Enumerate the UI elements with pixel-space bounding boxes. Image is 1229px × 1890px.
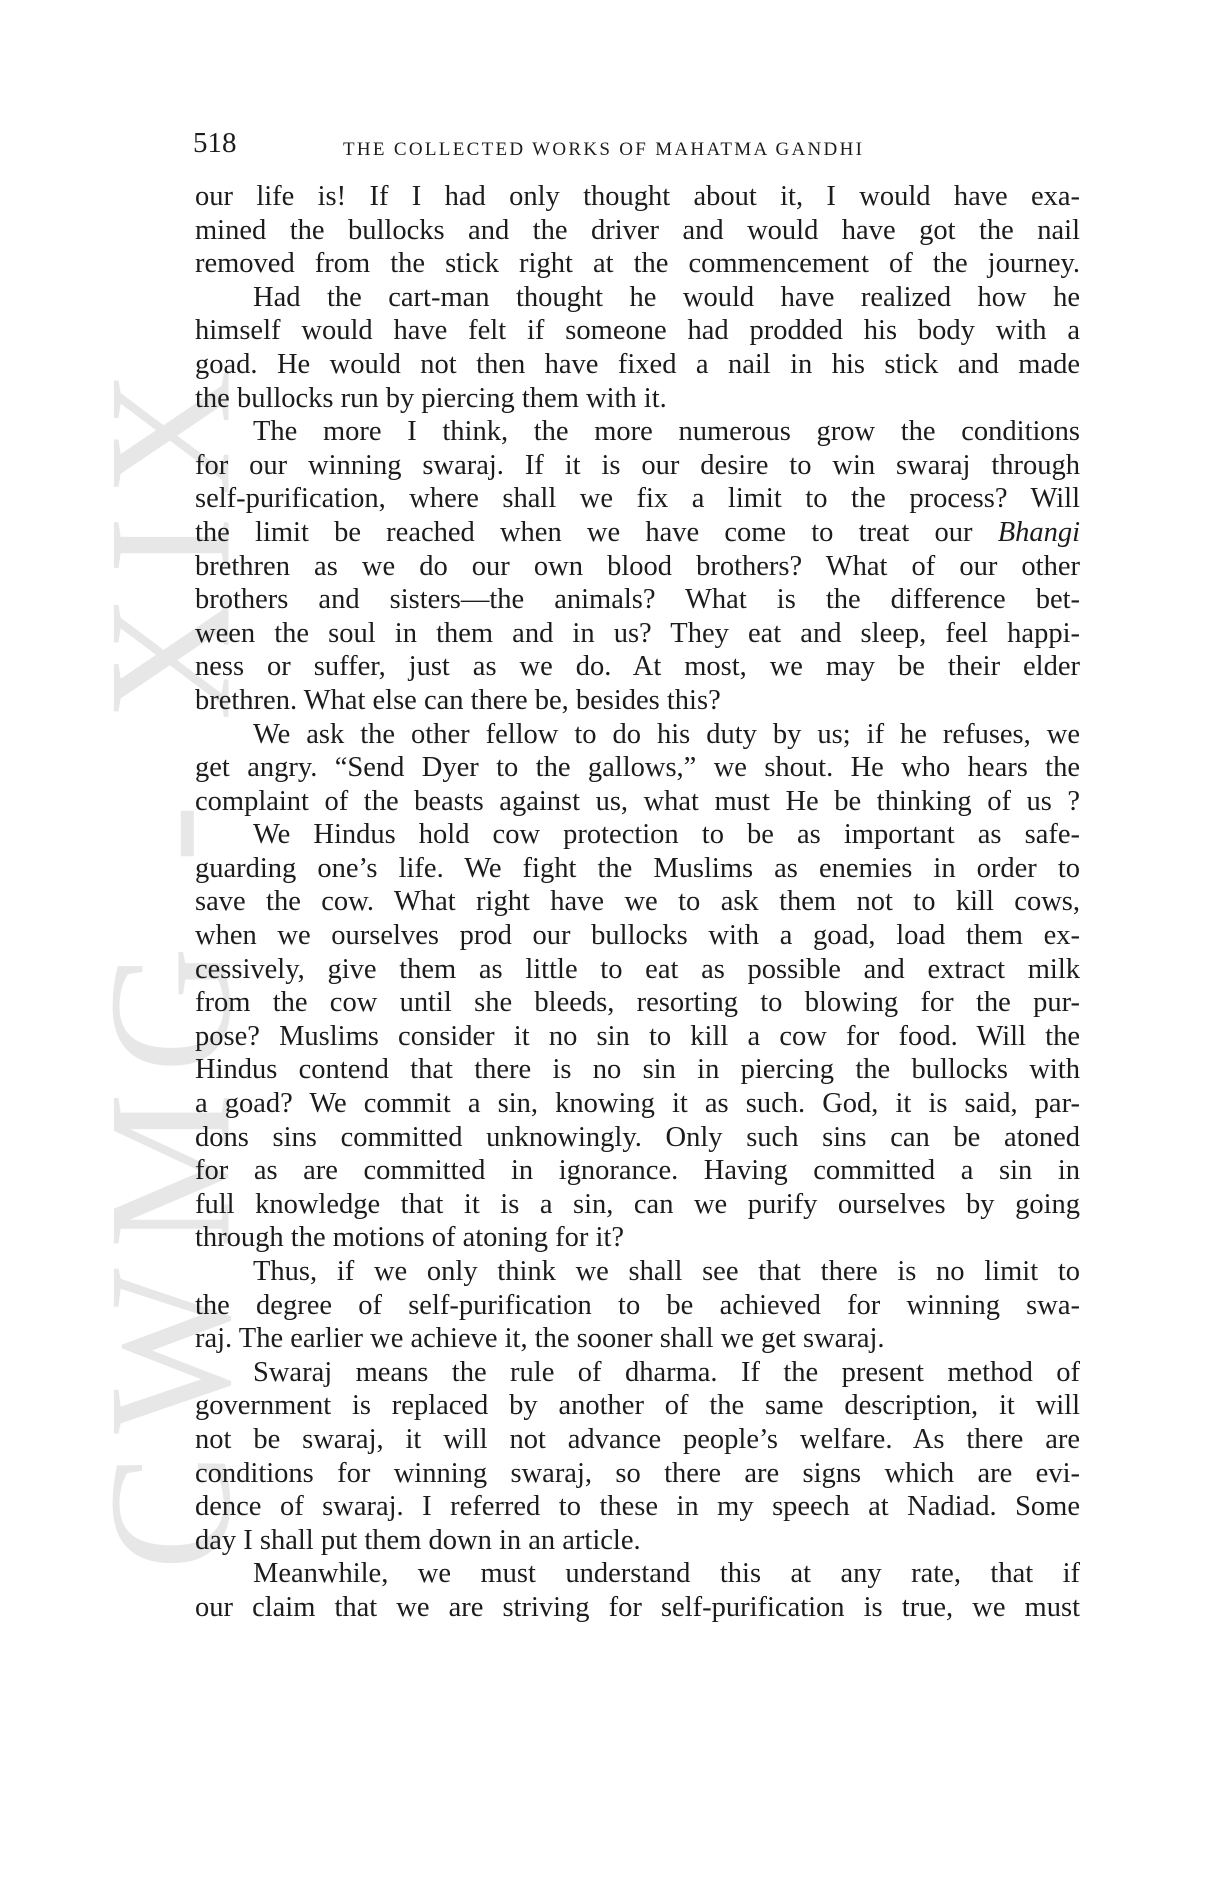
text-line: get angry. “Send Dyer to the gallows,” we shout. He who hears the <box>195 752 1080 784</box>
italic-term: Bhangi <box>997 516 1081 548</box>
paragraph <box>195 1557 1080 1624</box>
text-line <box>195 516 1080 550</box>
text-line: full knowledge that it is a sin, can we purify ourselves by going <box>195 1188 1080 1220</box>
text-line: ness or suffer, just as we do. At most, we may be their elder <box>195 651 1080 683</box>
text-line: We Hindus hold cow protection to be as important as safe- <box>253 819 1080 851</box>
text-line: Meanwhile, we must understand this at any rate, that if <box>253 1558 1080 1590</box>
page-header <box>193 125 1083 165</box>
text-line: day I shall put them down in an article. <box>195 1524 641 1556</box>
body-text <box>195 180 1080 1625</box>
text-line: self-purification, where shall we fix a limit to the process? Will <box>195 483 1080 515</box>
running-title: THE COLLECTED WORKS OF MAHATMA GANDHI <box>343 139 865 160</box>
text-line: conditions for winning swaraj, so there are signs which are evi- <box>195 1457 1080 1489</box>
text-line: from the cow until she bleeds, resorting to blowing for the pur- <box>195 987 1080 1019</box>
text-line: through the motions of atoning for it? <box>195 1222 625 1254</box>
text-line: We ask the other fellow to do his duty by us; if he refuses, we <box>253 718 1080 750</box>
text-line: when we ourselves prod our bullocks with a goad, load them ex- <box>195 920 1080 952</box>
text-line: the bullocks run by piercing them with it. <box>195 382 667 414</box>
text-line: mined the bullocks and the driver and would have got the nail <box>195 214 1080 246</box>
text-line: our life is! If I had only thought about it, I would have exa- <box>195 181 1080 212</box>
text-line: complaint of the beasts against us, what must He be thinking of us ? <box>195 785 1080 817</box>
paragraph <box>195 281 1080 415</box>
text-line: Hindus contend that there is no sin in piercing the bullocks with <box>195 1054 1080 1086</box>
paragraph <box>195 818 1080 1255</box>
text-line: dons sins committed unknowingly. Only such sins can be atoned <box>195 1121 1080 1153</box>
text-line: removed from the stick right at the commencement of the journey. <box>195 248 1080 280</box>
text-line: government is replaced by another of the same description, it will <box>195 1390 1080 1422</box>
text-line: for as are committed in ignorance. Having committed a sin in <box>195 1155 1080 1187</box>
paragraph <box>195 415 1080 717</box>
text-line: cessively, give them as little to eat as possible and extract milk <box>195 953 1080 985</box>
paragraph <box>195 1255 1080 1356</box>
text-line: a goad? We commit a sin, knowing it as such. God, it is said, par- <box>195 1088 1080 1120</box>
text-line: pose? Muslims consider it no sin to kill a cow for food. Will the <box>195 1020 1080 1052</box>
text-segment: the limit be reached when we have come to treat our <box>195 516 973 548</box>
text-line: brethren. What else can there be, besides this? <box>195 684 721 716</box>
text-line: guarding one’s life. We fight the Muslims as enemies in order to <box>195 852 1080 884</box>
text-line: Swaraj means the rule of dharma. If the present method of <box>253 1356 1080 1388</box>
text-line: raj. The earlier we achieve it, the sooner shall we get swaraj. <box>195 1323 885 1355</box>
text-line: himself would have felt if someone had prodded his body with a <box>195 315 1080 347</box>
text-line: The more I think, the more numerous grow the conditions <box>253 416 1080 448</box>
text-line: Thus, if we only think we shall see that there is no limit to <box>253 1256 1080 1287</box>
text-line: brothers and sisters—the animals? What is the difference bet- <box>195 584 1080 616</box>
paragraph <box>195 718 1080 819</box>
text-line: our claim that we are striving for self-purification is true, we must <box>195 1591 1080 1623</box>
text-line: the degree of self-purification to be achieved for winning swa- <box>195 1289 1080 1321</box>
text-line: brethren as we do our own blood brothers? What of our other <box>195 550 1080 582</box>
text-line: Had the cart-man thought he would have realized how he <box>253 281 1080 313</box>
text-line: not be swaraj, it will not advance people’s welfare. As there are <box>195 1423 1080 1455</box>
text-line: for our winning swaraj. If it is our desire to win swaraj through <box>195 449 1080 481</box>
watermark-text: CWMG - XIX <box>72 349 267 1571</box>
text-line: goad. He would not then have fixed a nail in his stick and made <box>195 348 1080 380</box>
text-line: ween the soul in them and in us? They eat and sleep, feel happi- <box>195 617 1080 649</box>
text-line: dence of swaraj. I referred to these in my speech at Nadiad. Some <box>195 1491 1080 1523</box>
paragraph <box>195 1356 1080 1558</box>
text-line: save the cow. What right have we to ask them not to kill cows, <box>195 886 1080 918</box>
page-number: 518 <box>193 127 237 159</box>
paragraph <box>195 180 1080 281</box>
